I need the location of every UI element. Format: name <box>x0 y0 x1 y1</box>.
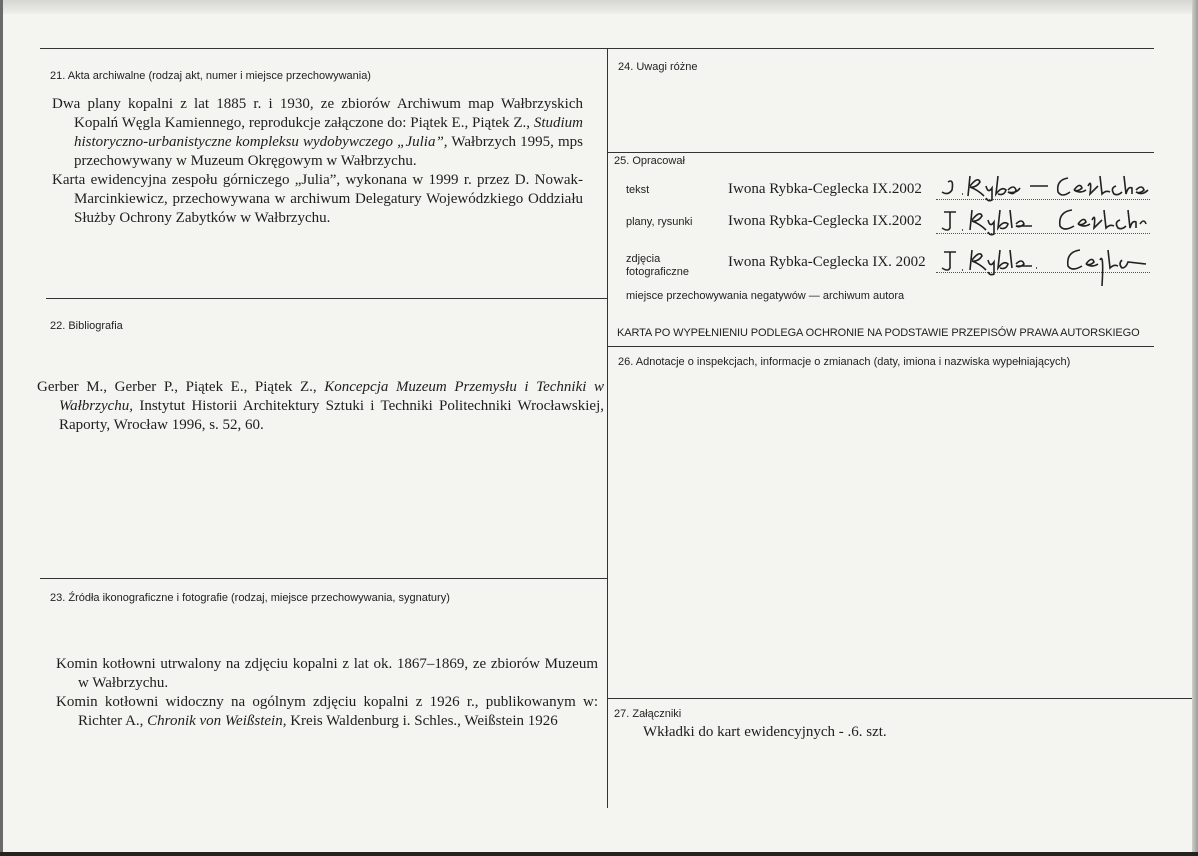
copyright-notice: KARTA PO WYPEŁNIENIU PODLEGA OCHRONIE NA PODSTAWIE PRZEPISÓW PRAWA AUTORSKIEGO <box>617 327 1140 339</box>
row-value-plans: Iwona Rybka-Ceglecka IX.2002 <box>728 213 922 229</box>
bibliography-authors: Gerber M., Gerber P., Piątek E., Piątek Z., <box>37 379 317 395</box>
section-27-label: 27. Załączniki <box>614 708 682 720</box>
iconographic-entry-1 <box>56 655 598 693</box>
scan-edge-bottom <box>0 852 1198 856</box>
iconographic-entry-2-title: Chronik von Weißstein, <box>147 713 287 729</box>
scan-edge-right <box>1192 0 1198 856</box>
iconographic-entry-1-text: Komin kotłowni utrwalony na zdjęciu kopalni z lat ok. 1867–1869, ze zbiorów Muzeum w Wałbrzychu. <box>56 656 598 691</box>
archive-entry-2-text: Karta ewidencyjna zespołu górniczego „Julia”, wykonana w 1999 r. przez D. Nowak-Marcinkiewicz, przechowywana w archiwum Delegatury Wojewódzkiego Oddziału Służby Ochrony Zabytków w Wałbrzychu. <box>52 172 583 226</box>
scan-edge-top <box>0 0 1198 14</box>
row-label-photos <box>626 253 689 279</box>
archive-entry-1-title: Studium historyczno-urbanistyczne kompleksu wydobywczego „Julia”, <box>74 115 584 150</box>
negatives-location: miejsce przechowywania negatywów — archiwum autora <box>626 290 905 302</box>
row-label-plans: plany, rysunki <box>626 216 693 228</box>
section-22-label: 22. Bibliografia <box>50 320 123 332</box>
section-21-content <box>52 95 583 228</box>
archive-entry-2 <box>52 171 583 228</box>
rule-22-23 <box>40 578 607 579</box>
section-22-content <box>37 378 604 435</box>
rule-center-vertical <box>607 48 608 808</box>
section-24-label: 24. Uwagi różne <box>618 61 698 73</box>
section-21-label: 21. Akta archiwalne (rodzaj akt, numer i miejsce przechowywania) <box>50 70 371 82</box>
row-value-photos: Iwona Rybka-Ceglecka IX. 2002 <box>728 254 926 270</box>
rule-26-27 <box>607 698 1192 699</box>
iconographic-entry-2-text: Komin kotłowni widoczny na ogólnym zdjęciu kopalni z 1926 r., publikowanym w: Richter A., <box>56 694 598 729</box>
row-value-text: Iwona Rybka-Ceglecka IX.2002 <box>728 181 922 197</box>
bibliography-publisher: Instytut Historii Architektury Sztuki i Techniki Politechniki Wrocławskiej, Raporty, Wrocław 1996, s. 52, 60. <box>59 398 605 433</box>
row-label-photos-line2: fotograficzne <box>626 266 689 278</box>
archive-entry-1 <box>52 95 583 171</box>
scan-edge-left <box>0 0 3 856</box>
bibliography-entry <box>37 378 604 435</box>
section-23-label: 23. Źródła ikonograficzne i fotografie (rodzaj, miejsce przechowywania, sygnatury) <box>50 592 450 604</box>
rule-21-22 <box>46 298 607 299</box>
handwritten-signature-2 <box>940 202 1150 236</box>
section-26-label: 26. Adnotacje o inspekcjach, informacje o zmianach (daty, imiona i nazwiska wypełniających) <box>618 356 1071 368</box>
rule-24-25 <box>607 152 1154 153</box>
iconographic-entry-2 <box>56 693 598 731</box>
handwritten-signature-3 <box>940 242 1150 290</box>
rule-25-26 <box>607 346 1154 347</box>
section-23-content <box>56 655 598 731</box>
archive-entry-1-text-end: Wałbrzych 1995, mps przechowywany w Muzeum Okręgowym w Wałbrzychu. <box>74 134 583 169</box>
bibliography-title: Koncepcja Muzeum Przemysłu i Techniki w Wałbrzychu, <box>59 379 605 414</box>
section-25-label: 25. Opracował <box>614 155 685 167</box>
archive-entry-1-text: Dwa plany kopalni z lat 1885 r. i 1930, ze zbiorów Archiwum map Wałbrzyskich Kopalń Węgla Kamiennego, reprodukcje załączone do: Piątek E., Piątek Z., <box>52 96 583 131</box>
iconographic-entry-2-text-end: Kreis Waldenburg i. Schles., Weißstein 1926 <box>290 713 558 729</box>
handwritten-signature-1 <box>940 168 1150 202</box>
attachments-value: Wkładki do kart ewidencyjnych - .6. szt. <box>643 724 887 740</box>
rule-top <box>40 48 1154 49</box>
row-label-photos-line1: zdjęcia <box>626 253 661 265</box>
row-label-text: tekst <box>626 184 650 196</box>
